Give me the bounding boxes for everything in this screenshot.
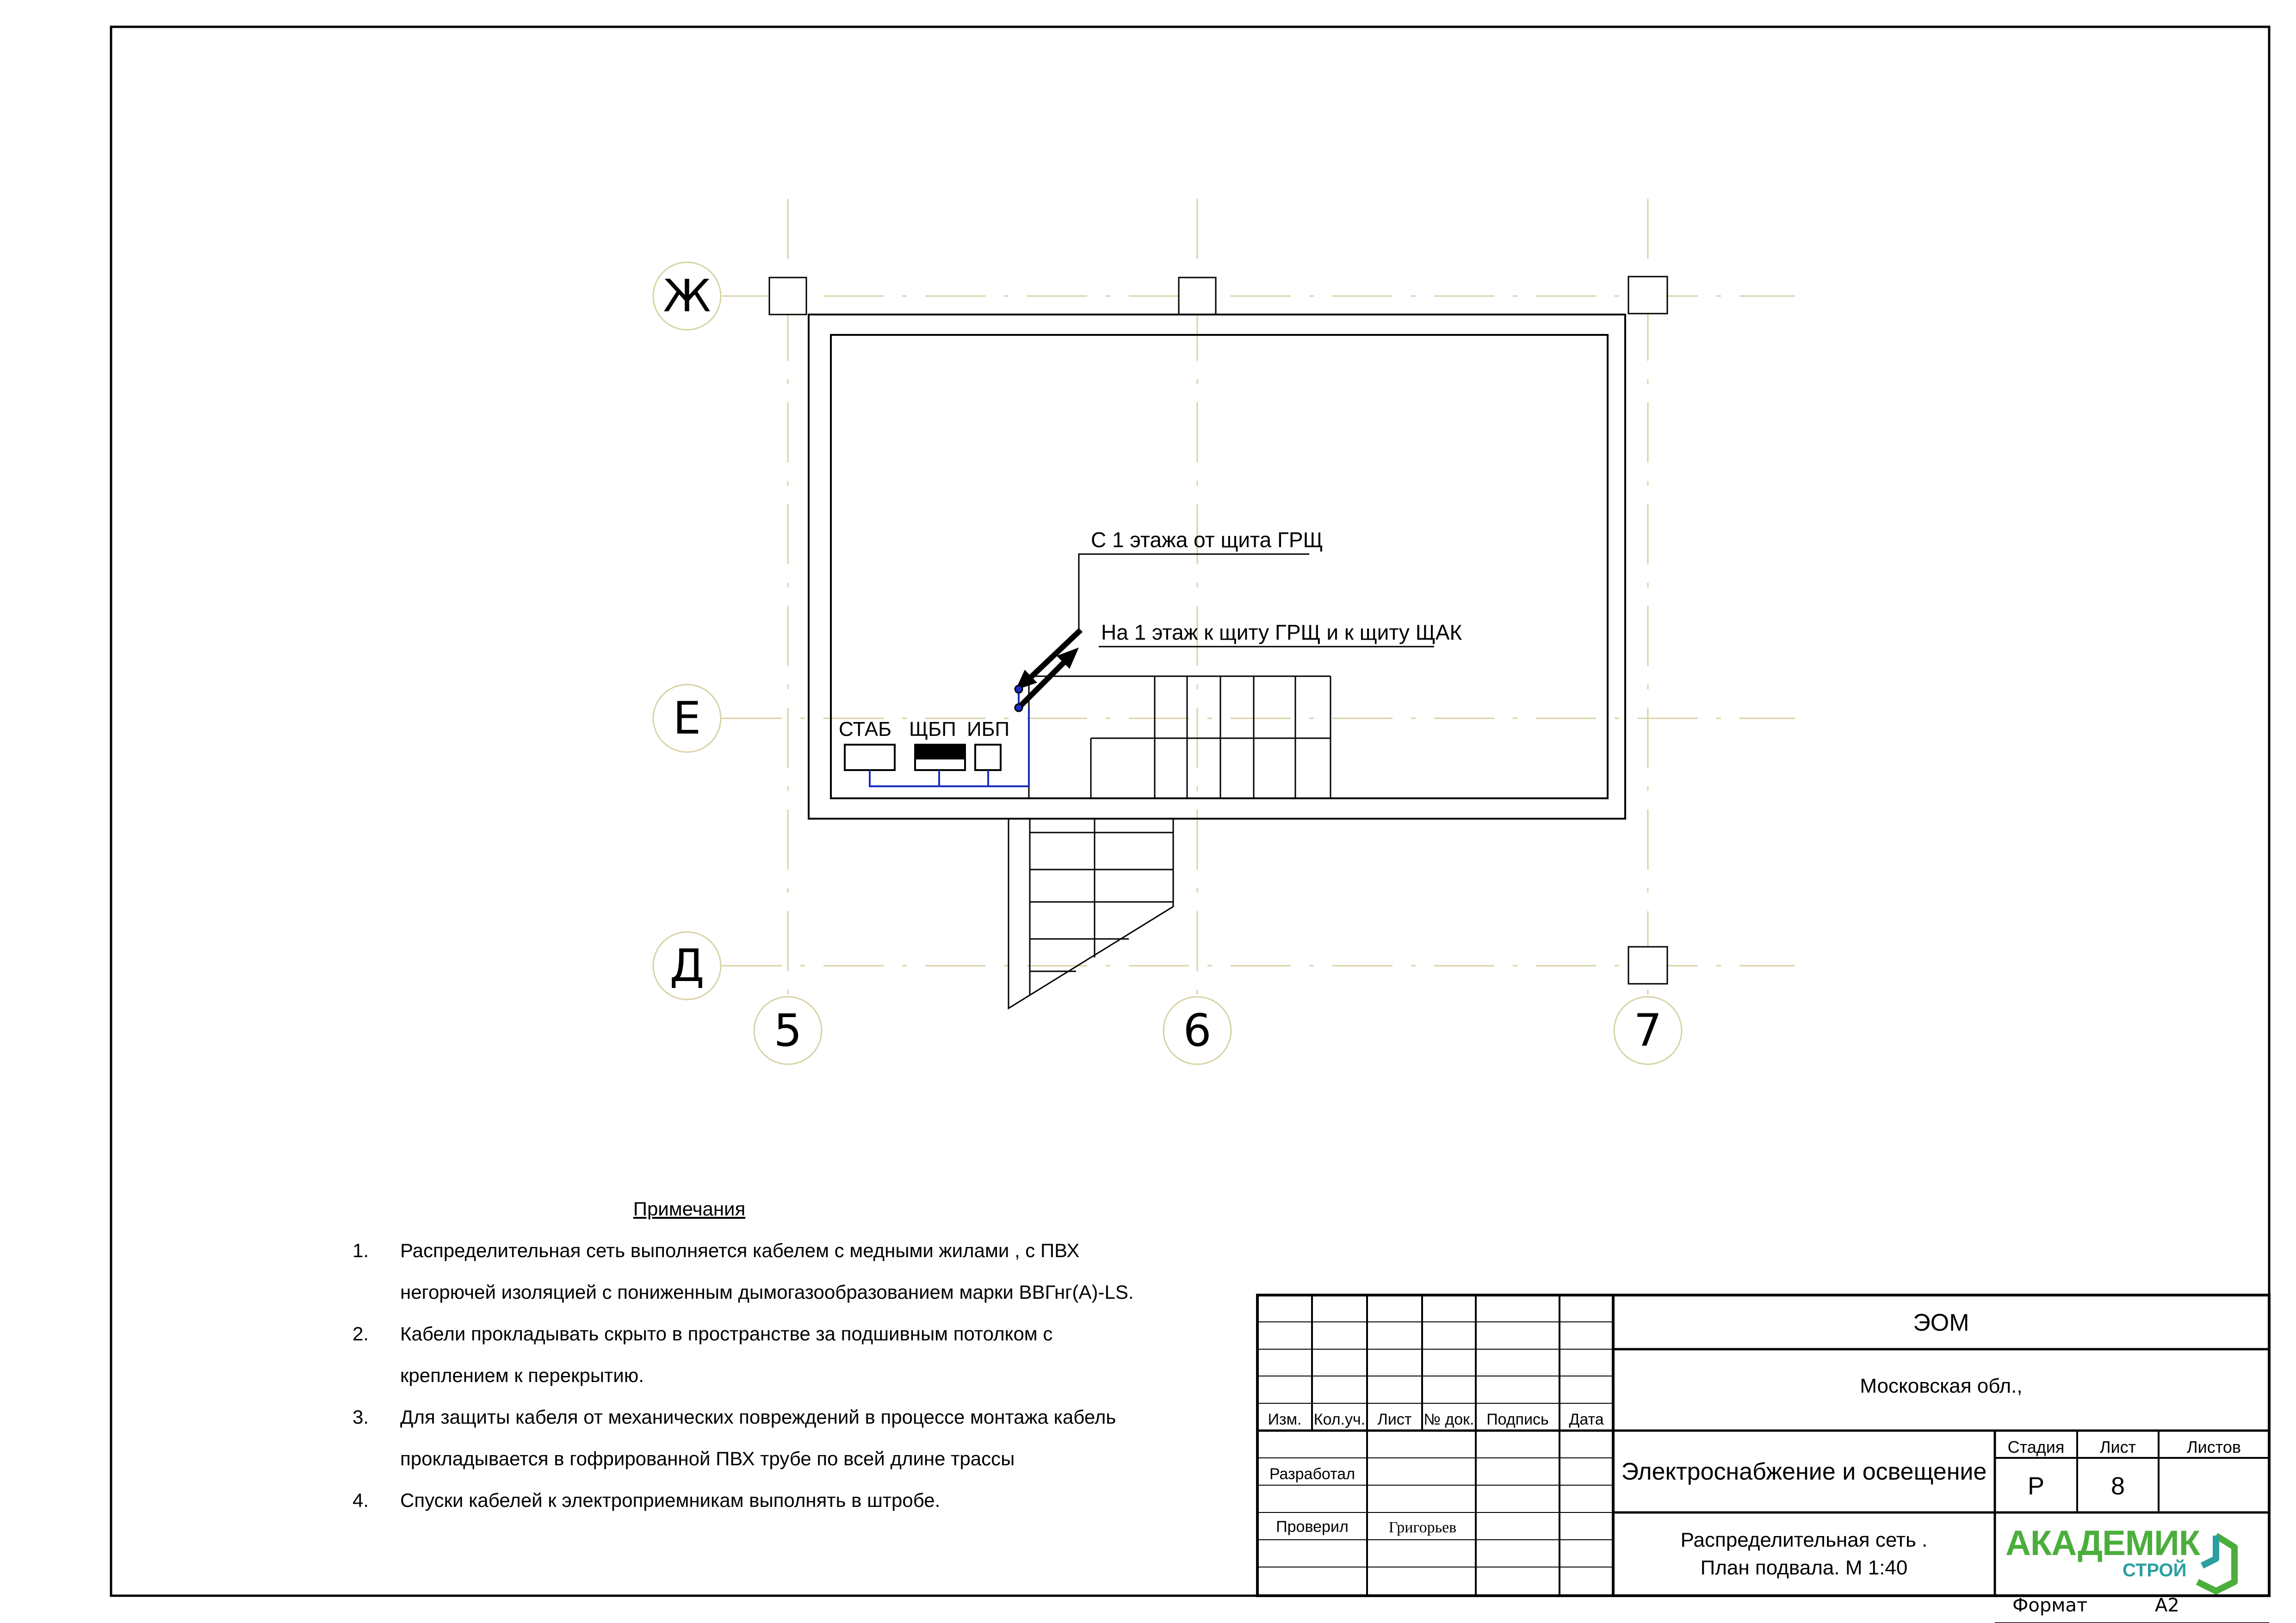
note-text: прокладывается в гофрированной ПВХ трубе по всей длине трассы: [400, 1448, 1015, 1469]
tb-header-kol: Кол.уч.: [1313, 1411, 1366, 1428]
staircase-outer: [1009, 819, 1173, 1008]
shbp-label: ЩБП: [909, 718, 956, 741]
shbp-fill: [915, 745, 965, 759]
stab-box: [845, 745, 895, 770]
note-text: Кабели прокладывать скрыто в пространстве за подшивным потолком с: [400, 1323, 1053, 1345]
axis-grid: [722, 199, 1795, 1004]
axis-label-d: Д: [669, 940, 705, 992]
logo-mark-icon: [2197, 1536, 2234, 1591]
note-text: Для защиты кабеля от механических повреждений в процессе монтажа кабель: [400, 1406, 1116, 1428]
equipment: [845, 745, 1001, 770]
axis-bubbles: [653, 262, 1682, 1064]
tb-sheet-title-1: Распределительная сеть .: [1680, 1529, 1928, 1551]
note-text: Спуски кабелей к электроприемникам выполнять в штробе.: [400, 1489, 941, 1511]
tb-header-doc: № док.: [1423, 1411, 1474, 1428]
tb-code: ЭОМ: [1913, 1309, 1969, 1336]
format-value: А2: [2155, 1595, 2179, 1616]
tb-stage-header: Стадия: [2007, 1438, 2065, 1456]
basement-walls: [809, 315, 1625, 819]
axis-label-e: Е: [673, 692, 701, 744]
note-number: 4.: [353, 1489, 369, 1511]
tb-header-list: Лист: [1377, 1411, 1412, 1428]
column: [769, 278, 806, 315]
column: [1179, 278, 1216, 315]
tb-sheets-header: Листов: [2187, 1438, 2241, 1456]
column: [1628, 947, 1667, 984]
tb-stage: Р: [2027, 1472, 2045, 1500]
ibp-box: [975, 745, 1001, 770]
arrow-out-label: На 1 этаж к щиту ГРЩ и к щиту ЩАК: [1101, 620, 1462, 644]
tb-sheet-title-2: План подвала. М 1:40: [1700, 1556, 1908, 1579]
note-text: негорючей изоляцией с пониженным дымогазообразованием марки ВВГнг(А)-LS.: [400, 1281, 1134, 1303]
axis-label-5: 5: [774, 1005, 802, 1056]
axis-label-7: 7: [1634, 1005, 1662, 1056]
ibp-label: ИБП: [967, 718, 1010, 741]
tb-location: Московская обл.,: [1860, 1375, 2023, 1397]
note-number: 3.: [353, 1406, 369, 1428]
note-text: креплением к перекрытию.: [400, 1364, 644, 1386]
tb-checked: Проверил: [1276, 1518, 1349, 1536]
tb-header-izm: Изм.: [1268, 1411, 1302, 1428]
note-number: 1.: [353, 1240, 369, 1261]
tb-project-title: Электроснабжение и освещение: [1621, 1458, 1987, 1485]
notes-title: Примечания: [633, 1198, 746, 1220]
logo-main-text: АКАДЕМИК: [2005, 1524, 2200, 1563]
tb-sheet-header: Лист: [2099, 1438, 2136, 1456]
tb-header-sign: Подпись: [1486, 1411, 1549, 1428]
company-logo: [2001, 1519, 2200, 1589]
note-text: Распределительная сеть выполняется кабелем с медными жилами , с ПВХ: [400, 1240, 1080, 1261]
note-number: 2.: [353, 1323, 369, 1345]
format-label: Формат: [2012, 1595, 2088, 1616]
stab-label: СТАБ: [839, 718, 891, 741]
axis-label-6: 6: [1183, 1005, 1212, 1056]
logo-sub-text: СТРОЙ: [2123, 1560, 2187, 1580]
staircase-inner: [1029, 676, 1331, 798]
tb-header-date: Дата: [1569, 1411, 1604, 1428]
axis-label-zh: Ж: [663, 270, 711, 322]
arrow-in-label: С 1 этажа от щита ГРЩ: [1091, 528, 1323, 552]
column: [1628, 277, 1667, 314]
tb-developed: Разработал: [1269, 1465, 1355, 1483]
tb-sheet: 8: [2110, 1472, 2125, 1500]
sheet-frame: [111, 27, 2269, 1596]
tb-checker-name: Григорьев: [1388, 1519, 1457, 1536]
riser-arrows: [1015, 630, 1081, 708]
